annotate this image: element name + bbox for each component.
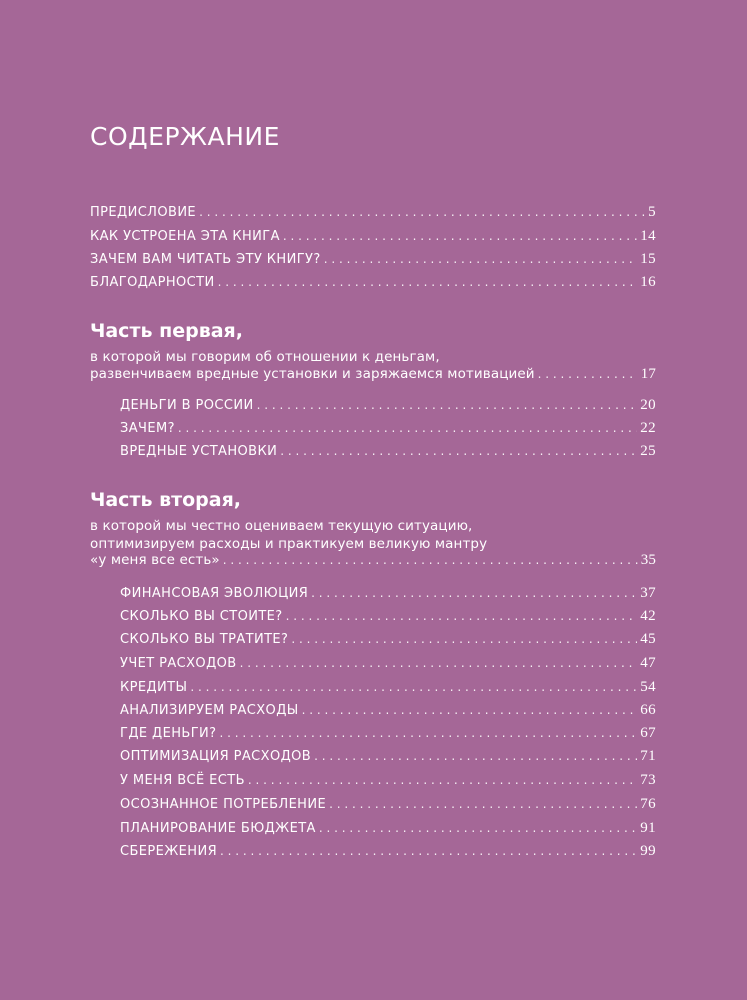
leader-dots [219,726,637,741]
leader-dots [218,275,638,290]
chapter-label: СБЕРЕЖЕНИЯ [120,844,218,859]
toc-entry[interactable] [90,204,656,226]
leader-dots [190,680,637,695]
chapter-page: 42 [640,608,656,624]
part1-page: 17 [640,366,656,382]
chapter-label: ПЛАНИРОВАНИЕ БЮДЖЕТА [120,821,316,836]
chapter-page: 37 [640,585,656,601]
chapter-page: 22 [640,420,656,436]
toc-entry-label: ЗАЧЕМ ВАМ ЧИТАТЬ ЭТУ КНИГУ? [90,252,321,267]
leader-dots [220,844,637,859]
chapter-entry[interactable] [120,725,656,747]
leader-dots [314,749,637,764]
part2-description-line: оптимизируем расходы и практикуем великую мантру [90,536,488,552]
chapter-page: 47 [640,655,656,671]
chapter-entry[interactable] [120,631,656,653]
toc-entry-page: 5 [648,204,656,220]
leader-dots [291,632,637,647]
chapter-page: 67 [640,725,656,741]
toc-entry-page: 14 [640,228,656,244]
part2-title: Часть вторая, [90,489,242,511]
chapter-page: 54 [640,679,656,695]
chapter-label: ВРЕДНЫЕ УСТАНОВКИ [120,444,278,459]
chapter-label: ЗАЧЕМ? [120,421,175,436]
part1-entry[interactable] [90,366,656,388]
part2-page: 35 [640,552,656,568]
toc-entry[interactable] [90,228,656,250]
chapter-entry[interactable] [120,679,656,701]
leader-dots [324,252,638,267]
toc-entry-page: 16 [640,274,656,290]
chapter-entry[interactable] [120,772,656,794]
toc-entry[interactable] [90,251,656,273]
leader-dots [283,229,637,244]
chapter-page: 76 [640,796,656,812]
part1-title: Часть первая, [90,320,243,342]
leader-dots [257,398,638,413]
toc-entry-label: КАК УСТРОЕНА ЭТА КНИГА [90,229,280,244]
chapter-label: ФИНАНСОВАЯ ЭВОЛЮЦИЯ [120,586,309,601]
chapter-page: 66 [640,702,656,718]
part1-description-line: развенчиваем вредные установки и заряжаемся мотивацией [90,366,535,382]
chapter-label: ГДЕ ДЕНЬГИ? [120,726,217,741]
toc-entry-label: БЛАГОДАРНОСТИ [90,275,215,290]
chapter-label: ДЕНЬГИ В РОССИИ [120,398,254,413]
chapter-label: ОПТИМИЗАЦИЯ РАСХОДОВ [120,749,312,764]
leader-dots [240,656,638,671]
chapter-label: УЧЕТ РАСХОДОВ [120,656,237,671]
leader-dots [248,773,637,788]
leader-dots [280,444,637,459]
chapter-label: У МЕНЯ ВСЁ ЕСТЬ [120,773,245,788]
chapter-entry[interactable] [120,748,656,770]
page-title: СОДЕРЖАНИЕ [90,122,280,151]
leader-dots [199,205,645,220]
part2-entry[interactable] [90,552,656,574]
chapter-entry[interactable] [120,397,656,419]
leader-dots [311,586,637,601]
chapter-entry[interactable] [120,655,656,677]
chapter-label: СКОЛЬКО ВЫ ТРАТИТЕ? [120,632,289,647]
part2-description-line: «у меня все есть» [90,552,220,568]
chapter-label: КРЕДИТЫ [120,680,188,695]
leader-dots [329,797,637,812]
chapter-entry[interactable] [120,796,656,818]
chapter-page: 99 [640,843,656,859]
chapter-page: 73 [640,772,656,788]
leader-dots [286,609,638,624]
part2-description-line: в которой мы честно оцениваем текущую ситуацию, [90,518,473,534]
chapter-label: ОСОЗНАННОЕ ПОТРЕБЛЕНИЕ [120,797,327,812]
chapter-page: 45 [640,631,656,647]
leader-dots [319,821,637,836]
chapter-entry[interactable] [120,443,656,465]
chapter-page: 71 [640,748,656,764]
chapter-label: АНАЛИЗИРУЕМ РАСХОДЫ [120,703,299,718]
chapter-page: 91 [640,820,656,836]
chapter-entry[interactable] [120,702,656,724]
chapter-entry[interactable] [120,585,656,607]
leader-dots [223,552,638,568]
leader-dots [538,366,638,382]
toc-entry-label: ПРЕДИСЛОВИЕ [90,205,197,220]
part1-description-line: в которой мы говорим об отношении к деньгам, [90,349,440,365]
toc-entry[interactable] [90,274,656,296]
chapter-page: 25 [640,443,656,459]
leader-dots [302,703,638,718]
chapter-entry[interactable] [120,843,656,865]
toc-entry-page: 15 [640,251,656,267]
chapter-label: СКОЛЬКО ВЫ СТОИТЕ? [120,609,283,624]
chapter-entry[interactable] [120,820,656,842]
chapter-entry[interactable] [120,420,656,442]
chapter-page: 20 [640,397,656,413]
leader-dots [178,421,637,436]
chapter-entry[interactable] [120,608,656,630]
